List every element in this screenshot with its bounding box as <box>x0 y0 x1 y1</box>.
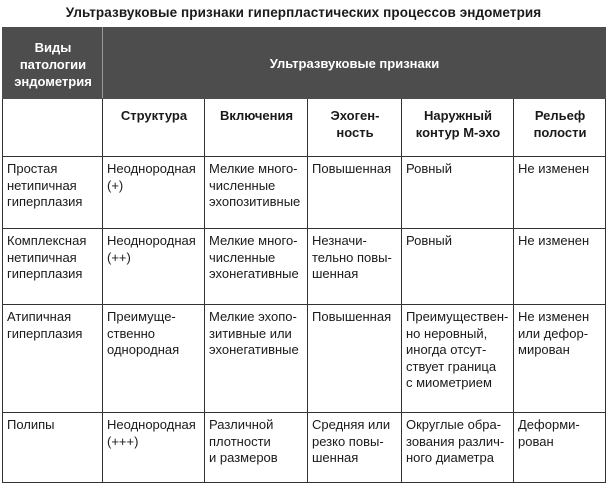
table-cell: Мелкие много- численные эхопозитивные <box>205 157 308 229</box>
table-cell: Деформи- рован <box>514 413 606 483</box>
table-cell: Округлые обра- зования различ- ного диаметра <box>402 413 514 483</box>
table-cell: Не изменен <box>514 157 606 229</box>
table-cell: Повышенная <box>308 157 402 229</box>
table-cell: Средняя или резко повы- шенная <box>308 413 402 483</box>
header-ultrasound-signs: Ультразвуковые признаки <box>103 28 606 99</box>
column-header-cavity-relief: Рельеф полости <box>514 99 606 157</box>
table-cell: Ровный <box>402 157 514 229</box>
table-cell: Неоднородная (++) <box>103 229 205 305</box>
table-cell: Преимуществен- но неровный, иногда отсут- ствует граница с миометрием <box>402 305 514 413</box>
table-row <box>3 413 606 483</box>
table-cell: Незначи- тельно повы- шенная <box>308 229 402 305</box>
table-cell: Ровный <box>402 229 514 305</box>
column-header-echogenicity: Эхоген- ность <box>308 99 402 157</box>
table-cell: Неоднородная (+) <box>103 157 205 229</box>
row-label: Простая нетипичная гиперплазия <box>3 157 103 229</box>
table-cell: Не изменен или дефор- мирован <box>514 305 606 413</box>
header-pathology-types: Виды патологии эндометрия <box>3 28 103 99</box>
column-header-outer-contour: Наружный контур М-эхо <box>402 99 514 157</box>
row-label: Комплексная нетипичная гиперплазия <box>3 229 103 305</box>
row-label: Полипы <box>3 413 103 483</box>
table-cell: Преимуще- ственно однородная <box>103 305 205 413</box>
table-cell: Мелкие много- численные эхонегативные <box>205 229 308 305</box>
column-header-structure: Структура <box>103 99 205 157</box>
table-cell: Неоднородная (+++) <box>103 413 205 483</box>
row-label: Атипичная гиперплазия <box>3 305 103 413</box>
column-header-inclusions: Включения <box>205 99 308 157</box>
table-row <box>3 229 606 305</box>
table-cell: Различной плотности и размеров <box>205 413 308 483</box>
table-cell: Повышенная <box>308 305 402 413</box>
page-title: Ультразвуковые признаки гиперпластических процессов эндометрия <box>65 5 542 20</box>
ultrasound-signs-table <box>2 27 606 483</box>
header-blank-cell <box>3 99 103 157</box>
table-cell: Не изменен <box>514 229 606 305</box>
table-row <box>3 157 606 229</box>
table-row <box>3 305 606 413</box>
table-cell: Мелкие эхопо- зитивные или эхонегативные <box>205 305 308 413</box>
